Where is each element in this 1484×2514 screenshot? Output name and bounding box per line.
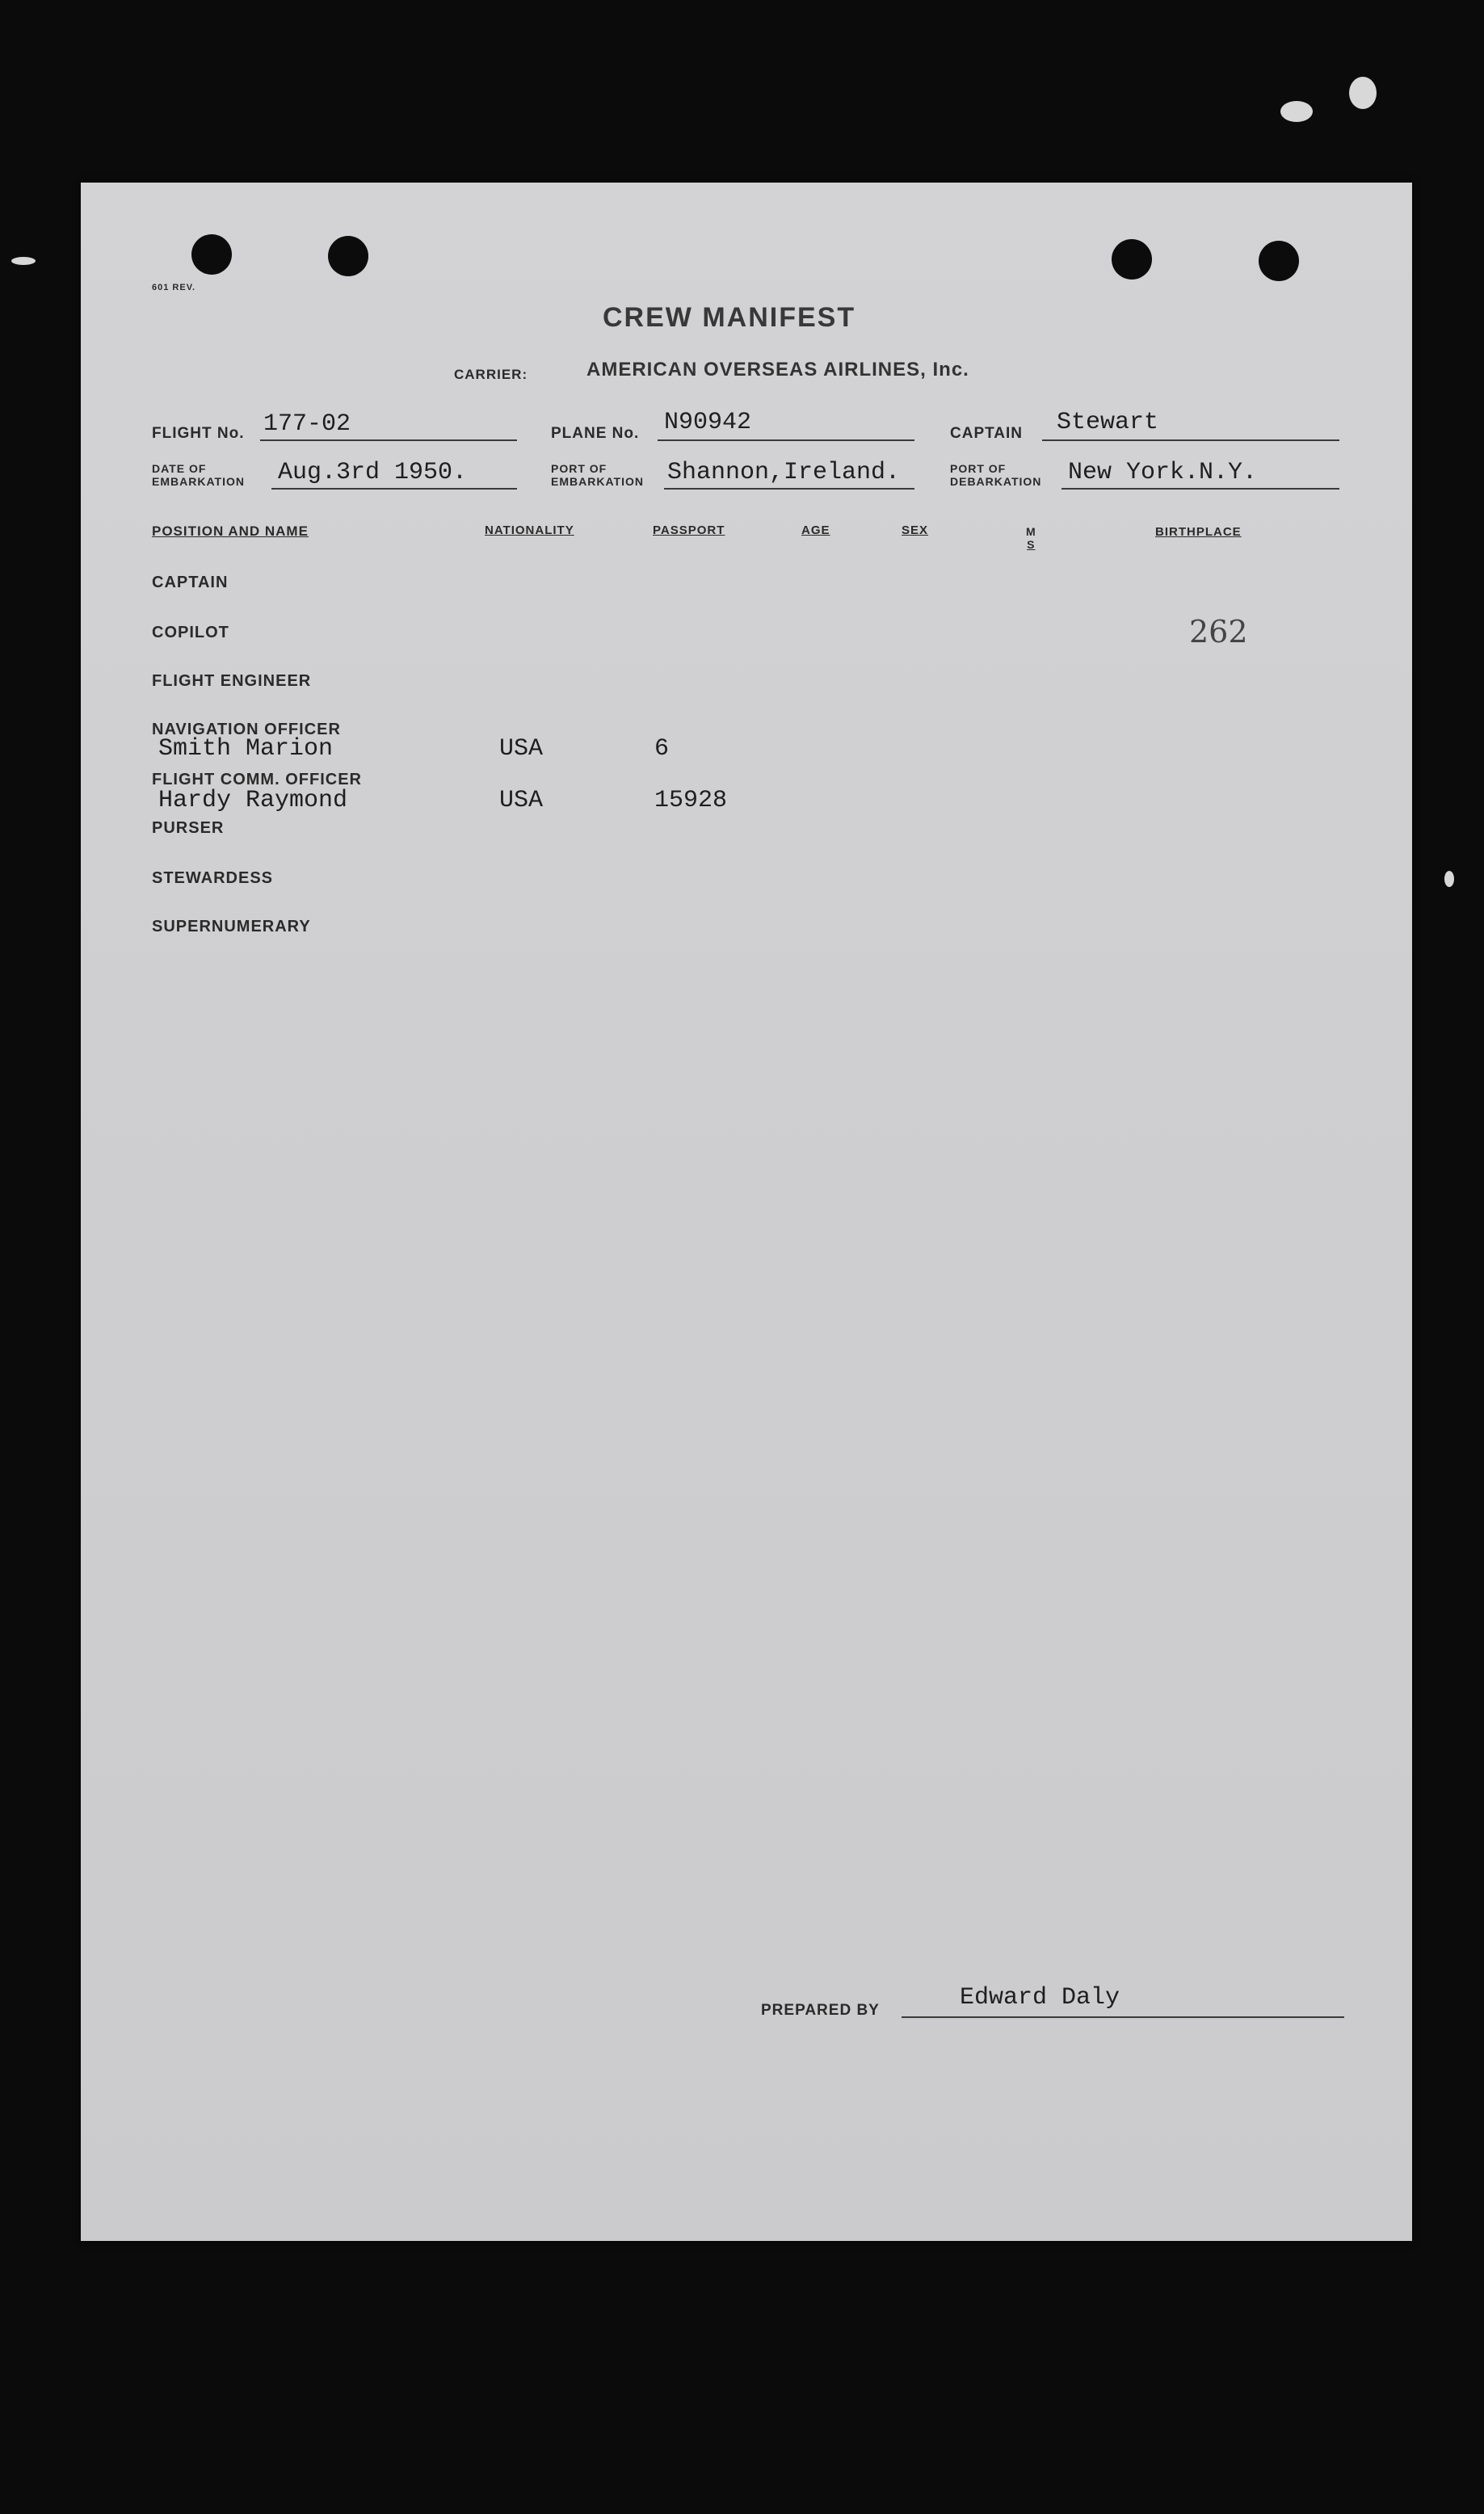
plane-no-line	[658, 439, 914, 441]
position-navigation-officer: NAVIGATION OFFICER	[152, 721, 341, 738]
punch-hole	[1259, 241, 1299, 281]
date-label-line2: EMBARKATION	[152, 475, 245, 488]
punch-hole	[328, 236, 368, 276]
port-debarkation-line	[1062, 488, 1339, 490]
carrier-name: AMERICAN OVERSEAS AIRLINES, Inc.	[586, 359, 969, 380]
captain-line	[1042, 439, 1339, 441]
scan-speck	[1349, 77, 1377, 109]
scan-speck	[1280, 101, 1313, 122]
col-ms-line1: M	[1026, 525, 1036, 538]
port-debarkation-label-line2: DEBARKATION	[950, 475, 1042, 488]
plane-no-value: N90942	[664, 409, 752, 436]
port-embarkation-label	[551, 462, 644, 488]
scan-speck	[11, 257, 36, 265]
position-purser: PURSER	[152, 819, 225, 837]
carrier-label: CARRIER:	[454, 367, 528, 382]
port-embarkation-value: Shannon,Ireland.	[667, 459, 901, 486]
prepared-by-value: Edward Daly	[960, 1984, 1120, 2012]
crew-nationality: USA	[499, 735, 544, 763]
captain-label: CAPTAIN	[950, 425, 1024, 442]
col-age: AGE	[801, 523, 830, 537]
port-debarkation-label-line1: PORT OF	[950, 462, 1007, 475]
port-debarkation-value: New York.N.Y.	[1068, 459, 1258, 486]
form-number: 601 REV.	[152, 283, 196, 292]
flight-no-value: 177-02	[263, 410, 351, 438]
crew-nationality: USA	[499, 787, 544, 814]
col-marital-status	[1026, 525, 1036, 551]
crew-name: Hardy Raymond	[158, 787, 348, 814]
position-stewardess: STEWARDESS	[152, 869, 274, 887]
plane-no-label: PLANE No.	[551, 425, 640, 442]
port-debarkation-label	[950, 462, 1041, 488]
position-captain: CAPTAIN	[152, 574, 229, 591]
manifest-page	[81, 183, 1412, 2241]
date-line	[271, 488, 517, 490]
punch-hole	[1112, 239, 1152, 280]
port-embarkation-label-line2: EMBARKATION	[551, 475, 644, 488]
flight-no-label: FLIGHT No.	[152, 425, 245, 442]
crew-passport: 15928	[654, 787, 728, 814]
scan-speck	[1444, 871, 1454, 887]
prepared-by-label: PREPARED BY	[761, 2002, 880, 2019]
flight-no-line	[260, 439, 517, 441]
date-label-line1: DATE OF	[152, 462, 207, 475]
position-copilot: COPILOT	[152, 624, 229, 641]
stamp-number: 262	[1189, 614, 1248, 650]
position-supernumerary: SUPERNUMERARY	[152, 918, 311, 935]
date-label	[152, 462, 245, 488]
port-embarkation-label-line1: PORT OF	[551, 462, 607, 475]
col-birthplace: BIRTHPLACE	[1155, 525, 1242, 539]
date-value: Aug.3rd 1950.	[278, 459, 468, 486]
position-flight-comm-officer: FLIGHT COMM. OFFICER	[152, 771, 362, 788]
col-ms-line2: S	[1027, 538, 1036, 551]
form-title: CREW MANIFEST	[603, 302, 856, 333]
col-passport: PASSPORT	[653, 523, 725, 537]
col-position-and-name: POSITION AND NAME	[152, 523, 309, 539]
crew-passport: 6	[654, 735, 670, 763]
crew-name: Smith Marion	[158, 735, 334, 763]
position-flight-engineer: FLIGHT ENGINEER	[152, 672, 312, 690]
col-sex: SEX	[902, 523, 929, 537]
captain-value: Stewart	[1057, 409, 1159, 436]
port-embarkation-line	[664, 488, 914, 490]
col-nationality: NATIONALITY	[485, 523, 574, 537]
punch-hole	[191, 234, 232, 275]
prepared-by-line	[902, 2016, 1344, 2018]
